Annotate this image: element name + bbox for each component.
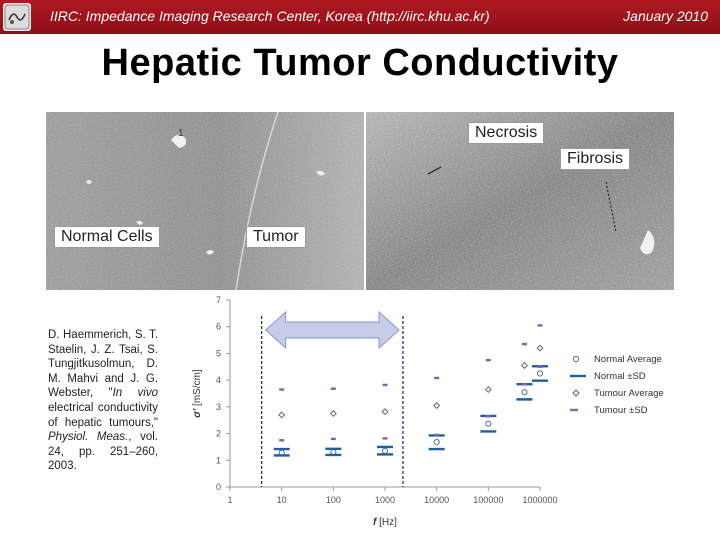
normal-average-point <box>522 390 527 395</box>
y-tick-label: 0 <box>215 482 221 492</box>
reference-citation <box>48 328 158 474</box>
conductivity-chart-svg <box>186 292 720 538</box>
x-tick-label: 10 <box>276 495 287 505</box>
normal-average-point <box>537 371 542 376</box>
tumour-average-point <box>486 387 492 393</box>
header-bar <box>0 0 720 34</box>
normal-average-point <box>434 440 439 445</box>
normal-cells-label: Normal Cells <box>54 226 160 248</box>
legend-marker <box>573 356 578 361</box>
normal-average-point <box>382 448 387 453</box>
y-tick-label: 4 <box>215 375 221 386</box>
citation-journal: Physiol. Meas. <box>48 431 129 444</box>
conductivity-chart <box>186 292 720 538</box>
fibrosis-label: Fibrosis <box>560 148 630 170</box>
legend-label: Tumour ±SD <box>594 405 648 416</box>
y-tick-label: 3 <box>215 401 221 412</box>
legend-label: Normal Average <box>594 354 662 365</box>
header-date: January 2010 <box>623 8 708 24</box>
citation-authors: D. Haemmerich, S. T. Staelin, J. Z. Tsai, S. Tungjitkusolmun, D. M. Mahvi and J. G. Webster, " <box>48 329 158 400</box>
tumour-average-point <box>331 411 337 417</box>
x-tick-label: 100000 <box>473 495 504 505</box>
citation-title: electrical conductivity of hepatic tumours," <box>48 401 158 429</box>
tumour-average-point <box>279 412 285 418</box>
y-axis-label <box>192 369 203 418</box>
image-marker-label: 1 <box>178 128 184 139</box>
y-tick-label: 1 <box>215 455 221 466</box>
tumour-average-point <box>434 403 440 409</box>
citation-details: , vol. 24, pp. 251–260, 2003. <box>48 431 158 473</box>
tumour-average-point <box>522 363 528 369</box>
x-tick-label: 10000 <box>424 495 450 505</box>
x-tick-label: 100 <box>325 495 341 505</box>
tumor-label: Tumor <box>246 226 306 248</box>
x-axis-symbol: f <box>373 517 380 528</box>
necrosis-label: Necrosis <box>468 122 544 144</box>
y-tick-label: 6 <box>215 321 221 332</box>
citation-title-italic: In vivo <box>112 387 158 400</box>
header-organization-text: IIRC: Impedance Imaging Research Center, Korea (http://iirc.khu.ac.kr) <box>50 8 490 24</box>
y-tick-label: 7 <box>215 295 221 305</box>
y-tick-label: 2 <box>215 428 221 439</box>
frequency-range-arrow <box>266 312 399 348</box>
iirc-logo-icon <box>3 3 31 31</box>
tumour-average-point <box>537 345 543 351</box>
x-axis-label <box>373 517 397 528</box>
x-tick-label: 1000 <box>374 495 396 505</box>
x-axis-unit: [Hz] <box>379 517 397 528</box>
legend-label: Tumour Average <box>594 388 664 399</box>
necrosis-fibrosis-micrograph <box>366 112 674 290</box>
y-axis-symbol: σ' <box>192 405 203 418</box>
y-axis-unit: [mS/cm] <box>192 369 203 406</box>
normal-tumor-micrograph <box>46 112 364 290</box>
y-tick-label: 5 <box>215 348 221 359</box>
legend-marker <box>573 390 579 396</box>
tumour-average-point <box>382 409 388 415</box>
normal-average-point <box>486 421 491 426</box>
page-title: Hepatic Tumor Conductivity <box>101 42 619 84</box>
x-tick-label: 1 <box>227 495 233 505</box>
x-tick-label: 1000000 <box>522 495 558 505</box>
legend-label: Normal ±SD <box>594 371 646 382</box>
